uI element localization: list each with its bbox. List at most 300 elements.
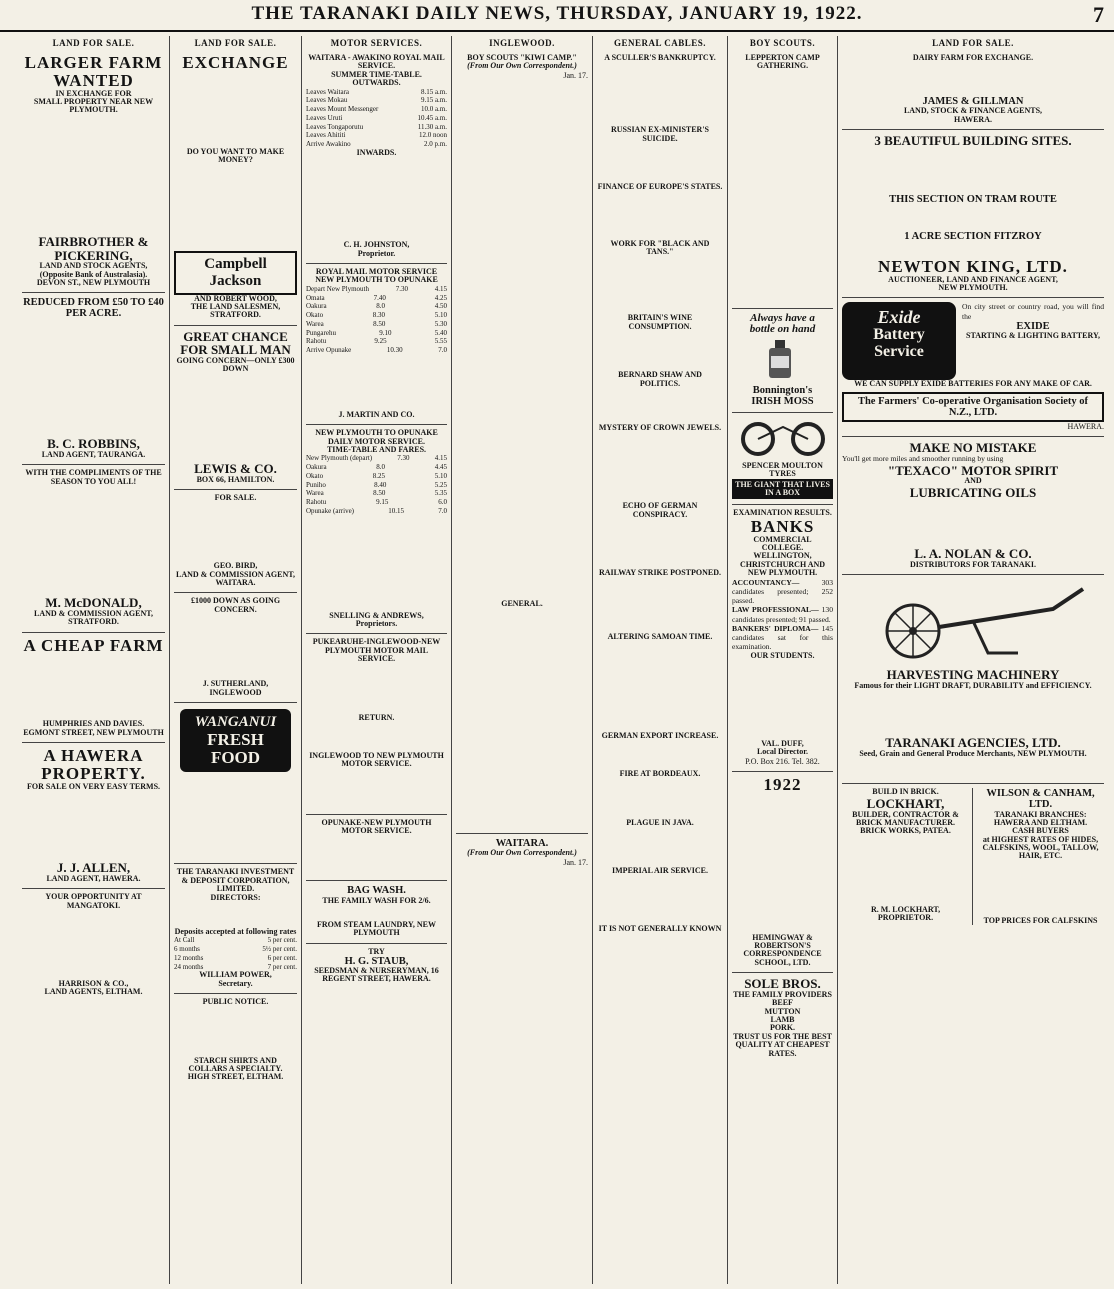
plym-heading: NEW PLYMOUTH TO OPUNAKE xyxy=(315,428,438,438)
timetable-time: 11.30 a.m. xyxy=(417,122,447,131)
timetable-time: 2.0 p.m. xyxy=(424,140,447,149)
timetable-stop: Okato xyxy=(306,471,324,480)
cable-heading: ALTERING SAMOAN TIME. xyxy=(607,632,713,642)
timetable-time: 7.0 xyxy=(438,346,447,355)
time-table: TIME-TABLE AND FARES. xyxy=(326,444,427,454)
directors-label: DIRECTORS: xyxy=(210,892,261,902)
top-prices: TOP PRICES FOR CALFSKINS xyxy=(983,915,1098,925)
timetable-time: 4.45 xyxy=(434,463,447,472)
meat-item: MUTTON xyxy=(764,1006,801,1016)
timetable-text xyxy=(306,157,447,241)
ad-body-text xyxy=(842,499,1104,547)
pukearuhe-ad xyxy=(306,634,447,814)
waitara-heading: WAITARA - AWAKINO ROYAL MAIL SERVICE. xyxy=(308,53,445,71)
taranaki-agencies-name: TARANAKI AGENCIES, LTD. xyxy=(885,735,1061,751)
nolan-line: DISTRIBUTORS FOR TARANAKI. xyxy=(909,560,1037,570)
inglewood-news xyxy=(456,50,588,834)
harvesting-title: HARVESTING MACHINERY xyxy=(886,667,1060,683)
timetable-time: 5.40 xyxy=(434,328,447,337)
dairy-exchange-title: DAIRY FARM FOR EXCHANGE. xyxy=(912,53,1034,62)
cash-buyers: CASH BUYERS xyxy=(1012,826,1069,836)
section-label: LAND FOR SALE. xyxy=(932,38,1014,48)
column-2 xyxy=(170,36,302,1284)
timetable-time: 10.0 a.m. xyxy=(420,105,447,114)
ad-body-text xyxy=(22,910,165,980)
texaco-ad xyxy=(842,437,1104,576)
timetable-stop: Okato xyxy=(306,311,324,320)
wanganui-fresh-food-ad xyxy=(174,703,297,864)
outwards-label: OUTWARDS. xyxy=(352,78,401,88)
timetable-time: 8.40 xyxy=(374,480,387,489)
news-heading: LEPPERTON CAMP GATHERING. xyxy=(745,53,820,71)
hemingway-name: HEMINGWAY & ROBERTSON'S xyxy=(752,932,813,951)
ad-body-text xyxy=(962,340,1104,380)
cheap-farm-title: A CHEAP FARM xyxy=(23,635,164,655)
sites-title: 3 BEAUTIFUL BUILDING SITES. xyxy=(874,133,1072,149)
banks-addr: WELLINGTON, CHRISTCHURCH AND NEW PLYMOUTH. xyxy=(739,551,826,578)
general-cables xyxy=(597,50,723,1079)
trust-line: TRUST US FOR THE BEST QUALITY AT CHEAPEST RATES. xyxy=(733,1031,832,1058)
exam-heading: EXAMINATION RESULTS. xyxy=(733,508,832,518)
great-chance-ad xyxy=(174,326,297,490)
ad-body-text xyxy=(174,374,297,462)
royal-mail-sub: NEW PLYMOUTH TO OPUNAKE xyxy=(315,275,438,285)
hides-line: at HIGHEST RATES OF HIDES, CALFSKINS, WOOL, TALLOW, HAIR, ETC. xyxy=(982,834,1099,861)
larger-farm-title: LARGER FARM WANTED xyxy=(24,53,163,90)
article-text xyxy=(597,256,723,314)
timetable-row xyxy=(306,285,447,294)
exide-supply: WE CAN SUPPLY EXIDE BATTERIES FOR ANY MAKE OF CAR. xyxy=(854,379,1092,389)
cable-heading: FINANCE OF EUROPE'S STATES. xyxy=(597,182,723,192)
exchange-title: EXCHANGE xyxy=(182,53,289,72)
columns xyxy=(18,36,1108,1284)
nolan-name: L. A. NOLAN & CO. xyxy=(914,546,1032,562)
plymouth-opunake-ad xyxy=(306,425,447,634)
ad-body-text xyxy=(174,1007,297,1057)
staub-name: H. G. STAUB, xyxy=(344,956,409,968)
exide-name: EXIDE xyxy=(1016,320,1050,332)
steam-laundry: FROM STEAM LAUNDRY, NEW PLYMOUTH xyxy=(317,919,436,938)
timetable-time: 8.25 xyxy=(372,471,386,480)
exchange-ad xyxy=(174,50,297,326)
timetable-row xyxy=(306,105,447,114)
cable-heading: ECHO OF GERMAN CONSPIRACY. xyxy=(622,501,698,519)
news-heading: BOY SCOUTS "KIWI CAMP." xyxy=(467,53,577,62)
build-brick: BUILD IN BRICK. xyxy=(872,787,939,797)
high-street: HIGH STREET, ELTHAM. xyxy=(187,1072,284,1082)
ad-body-text xyxy=(842,758,1104,778)
investment-corporation-ad xyxy=(174,864,297,994)
sole-bros-ad xyxy=(732,973,833,1063)
ad-body-text xyxy=(842,836,969,906)
timetable-time: 10.45 a.m. xyxy=(417,113,447,122)
building-sites-ad xyxy=(842,130,1104,298)
column-7 xyxy=(838,36,1108,1284)
staub-ad xyxy=(306,944,447,1069)
timetable-time: 8.30 xyxy=(372,311,386,320)
ad-body-text xyxy=(842,205,1104,231)
newton-town: NEW PLYMOUTH. xyxy=(938,283,1008,293)
lepperton-news xyxy=(732,50,833,309)
timetable-stop: Leaves Tongaporutu xyxy=(306,122,364,131)
timetable-time: 9.10 xyxy=(379,328,392,337)
timetable-row xyxy=(306,507,447,516)
ad-body-text xyxy=(842,242,1104,258)
waitara-news xyxy=(456,834,588,1231)
timetable-time: 5.10 xyxy=(434,471,447,480)
summer-table: SUMMER TIME-TABLE. xyxy=(331,69,422,79)
going-concern: GOING CONCERN—ONLY £300 DOWN xyxy=(176,356,295,374)
sutherland-town: INGLEWOOD xyxy=(209,687,262,697)
ad-body-text xyxy=(174,774,297,858)
timetable-stop: Leaves Mount Messenger xyxy=(306,105,379,114)
lockhart-signature: R. M. LOCKHART, xyxy=(870,904,941,914)
article-text xyxy=(597,934,723,1074)
timetable-time: 5.35 xyxy=(434,489,447,498)
campbell-town: STRATFORD. xyxy=(210,310,261,320)
banks-sub: COMMERCIAL COLLEGE. xyxy=(753,534,812,553)
campbell-jackson-logo: Campbell Jackson xyxy=(174,251,297,295)
cable-heading: WORK FOR "BLACK AND TANS." xyxy=(610,238,710,256)
harvesting-ad xyxy=(842,575,1104,784)
cable-heading: A SCULLER'S BANKRUPTCY. xyxy=(604,53,716,62)
family-wash: THE FAMILY WASH FOR 2/6. xyxy=(322,895,431,905)
agent-name: J. J. ALLEN, xyxy=(56,860,131,876)
timetable-row xyxy=(306,489,447,498)
johnston-name: C. H. JOHNSTON, xyxy=(343,240,410,250)
plough-illustration xyxy=(853,579,1093,663)
hawera-property-title: A HAWERA PROPERTY. xyxy=(41,746,146,784)
timetable-time: 9.25 xyxy=(374,337,387,346)
rate-row: 12 months 6 per cent. xyxy=(174,953,297,962)
timetable-stop: Leaves Mokau xyxy=(306,96,348,105)
exide-city: On city street or country road, you will find the xyxy=(962,302,1104,321)
section-label: LAND FOR SALE. xyxy=(52,38,135,48)
article-text xyxy=(597,779,723,819)
timetable-row xyxy=(306,131,447,140)
dateline: Jan. 17. xyxy=(563,70,588,80)
royal-mail-ad xyxy=(306,264,447,425)
cable-heading: MYSTERY OF CROWN JEWELS. xyxy=(598,422,722,432)
ad-body-text xyxy=(22,319,165,437)
column-1 xyxy=(18,36,170,1284)
hawera-property-ad xyxy=(22,743,165,889)
larger-farm-sub: IN EXCHANGE FOR xyxy=(55,88,132,98)
rate-row: At Call 5 per cent. xyxy=(174,936,297,945)
ad-body-text xyxy=(306,905,447,921)
larger-farm-sub2: SMALL PROPERTY NEAR NEW PLYMOUTH. xyxy=(33,97,154,115)
timetable-stop: Leaves Uruti xyxy=(306,113,343,122)
timetable-stop: Pungarehu xyxy=(306,328,336,337)
dateline: Jan. 17. xyxy=(563,857,588,867)
meat-item: PORK. xyxy=(769,1023,796,1033)
article-text xyxy=(597,62,723,126)
ad-body-text xyxy=(22,791,165,861)
newton-king-name: NEWTON KING, LTD. xyxy=(878,256,1068,276)
article-text xyxy=(456,867,588,1227)
bottle-illustration xyxy=(753,336,813,380)
timetable-row xyxy=(306,302,447,311)
starch-line: STARCH SHIRTS AND COLLARS A SPECIALTY. xyxy=(188,1055,283,1073)
larger-farm-ad xyxy=(22,50,165,293)
exide-sub: STARTING & LIGHTING BATTERY, xyxy=(966,331,1100,340)
rates-table xyxy=(174,936,297,971)
ad-body-text xyxy=(174,165,297,251)
royal-mail-timetable xyxy=(306,285,447,355)
agent-name: M. McDONALD, xyxy=(45,595,142,611)
sole-bros-title: SOLE BROS. xyxy=(744,976,821,992)
agent-name: HUMPHRIES AND DAVIES. xyxy=(42,719,145,729)
campbell-line: THE LAND SALESMEN, xyxy=(190,302,281,312)
timetable-stop: Oakura xyxy=(306,302,327,311)
timetable-time: 9.15 a.m. xyxy=(420,96,447,105)
timetable-time: 5.30 xyxy=(434,319,447,328)
timetable-row xyxy=(306,454,447,463)
timetable-text xyxy=(306,355,447,411)
cable-heading: IT IS NOT GENERALLY KNOWN xyxy=(598,924,722,934)
timetable-time: 8.50 xyxy=(373,319,386,328)
article-text xyxy=(456,80,588,600)
timetable-stop: Leaves Waitara xyxy=(306,87,350,96)
cable-heading: IMPERIAL AIR SERVICE. xyxy=(612,866,708,876)
agent-address: (Opposite Bank of Australasia). xyxy=(39,269,148,279)
always-line-2: bottle on hand xyxy=(749,323,816,336)
lewis-name: LEWIS & CO. xyxy=(194,460,277,476)
timetable-time: 12.0 noon xyxy=(419,131,447,140)
news-heading: GENERAL. xyxy=(501,598,543,608)
plym-timetable xyxy=(306,454,447,515)
agent-line: LAND & COMMISSION AGENT, STRATFORD. xyxy=(34,608,153,627)
cheap-farm-ad xyxy=(22,633,165,744)
timetable-stop: Oakura xyxy=(306,463,327,472)
article-text xyxy=(597,432,723,502)
secretary-line: Secretary. xyxy=(218,978,253,988)
lockhart-line: BUILDER, CONTRACTOR & BRICK MANUFACTURER. xyxy=(852,809,959,827)
giant-caption: THE GIANT THAT LIVES IN A BOX xyxy=(732,479,833,500)
lewis-line: BOX 66, HAMILTON. xyxy=(196,474,275,484)
timetable-row xyxy=(306,498,447,507)
irish-moss-ad xyxy=(732,309,833,413)
investment-ltd: LIMITED. xyxy=(216,884,255,894)
hawera-property-sub: FOR SALE ON VERY EASY TERMS. xyxy=(26,781,161,791)
timetable-time: 5.55 xyxy=(434,337,447,346)
investment-title: THE TARANAKI INVESTMENT & DEPOSIT CORPORATION, xyxy=(176,867,295,885)
for-sale-title: FOR SALE. xyxy=(214,492,257,502)
going-concern-ad xyxy=(174,593,297,703)
lockhart-name: LOCKHART, xyxy=(866,795,945,811)
snelling-name: SNELLING & ANDREWS, xyxy=(329,610,424,620)
timetable-time: 10.15 xyxy=(388,506,404,515)
section-label: INGLEWOOD. xyxy=(489,38,555,48)
timetable-time: 4.50 xyxy=(434,302,447,311)
correspondent: (From Our Own Correspondent.) xyxy=(467,61,577,71)
agent-line: LAND AGENT, HAWERA. xyxy=(46,873,141,883)
compliments-ad xyxy=(22,465,165,632)
agent-line: LAND AGENTS, ELTHAM. xyxy=(44,987,143,997)
banks-college-ad xyxy=(732,505,833,771)
opunake-motor-ad xyxy=(306,815,447,882)
cable-heading: GERMAN EXPORT INCREASE. xyxy=(601,730,719,740)
wilson-name: WILSON & CANHAM, LTD. xyxy=(986,788,1095,811)
column-4 xyxy=(452,36,593,1284)
reduced-farm-ad xyxy=(22,293,165,465)
timetable-row xyxy=(306,481,447,490)
banks-director-line: Local Director. xyxy=(756,747,809,757)
ad-body-text xyxy=(22,654,165,720)
spencer-name: SPENCER MOULTON xyxy=(742,460,823,470)
article-text xyxy=(597,827,723,867)
section-label: LAND FOR SALE. xyxy=(194,38,277,48)
mangatoki-title: YOUR OPPORTUNITY AT MANGATOKI. xyxy=(45,892,142,910)
ad-body-text xyxy=(174,614,297,680)
bottom-ads xyxy=(842,784,1104,930)
texaco-and: AND xyxy=(964,476,982,486)
masthead-title: THE TARANAKI DAILY NEWS, THURSDAY, JANUARY 19, 1922. xyxy=(251,3,863,24)
timetable-time: 4.25 xyxy=(434,293,447,302)
timetable-row xyxy=(306,320,447,329)
agent-name: HARRISON & CO., xyxy=(58,979,129,989)
farmers-name: The Farmers' Co-operative Organisation Society of N.Z., LTD. xyxy=(842,392,1104,422)
timetable-stop: Leaves Ahititi xyxy=(306,131,346,140)
ad-body-text xyxy=(174,72,297,148)
banks-results: ACCOUNTANCY— 303 candidates presented; 252 passed. LAW PROFESSIONAL— 130 candidates presented; 91 passed. BANKERS' DIPLOMA— 145 candidates sat for this examination. xyxy=(732,577,833,652)
cable-heading: RAILWAY STRIKE POSTPONED. xyxy=(598,568,722,578)
timetable-row xyxy=(306,114,447,123)
james-line: LAND, STOCK & FINANCE AGENTS, xyxy=(903,106,1043,116)
timetable-time: 5.10 xyxy=(434,311,447,320)
agent-line: LAND AGENT, TAURANGA. xyxy=(41,449,146,459)
rate-row: 24 months 7 per cent. xyxy=(174,962,297,971)
timetable-row xyxy=(306,329,447,338)
timetable-stop: Arrive Awakino xyxy=(306,140,351,149)
correspondent: (From Our Own Correspondent.) xyxy=(467,848,577,858)
ad-body-text xyxy=(174,502,297,562)
article-text xyxy=(597,519,723,569)
great-chance-title: GREAT CHANCE FOR SMALL MAN xyxy=(180,328,291,358)
family-providers: THE FAMILY PROVIDERS xyxy=(733,989,832,999)
timetable-time: 6.0 xyxy=(438,498,447,507)
inglewood-return: INGLEWOOD TO NEW PLYMOUTH MOTOR SERVICE. xyxy=(309,750,444,769)
timetable-stop: Arrive Opunake xyxy=(306,346,352,355)
pukearuhe-heading: PUKEARUHE-INGLEWOOD-NEW PLYMOUTH MOTOR MAIL SERVICE. xyxy=(312,637,441,664)
texaco-line: You'll get more miles and smoother running by using xyxy=(842,454,1004,464)
column-3 xyxy=(302,36,452,1284)
article-text xyxy=(597,331,723,371)
column-6 xyxy=(728,36,838,1284)
timetable-stop: Omata xyxy=(306,293,325,302)
timetable-row xyxy=(306,123,447,132)
rates-heading: Deposits accepted at following rates xyxy=(174,927,297,937)
timetable-stop: Depart New Plymouth xyxy=(306,284,369,293)
ad-body-text xyxy=(22,115,165,235)
timetable-time: 7.0 xyxy=(438,506,447,515)
article-text xyxy=(597,875,723,925)
seedsman-line: SEEDSMAN & NURSERYMAN, 16 REGENT STREET, HAWERA. xyxy=(314,966,439,984)
agent-line: LAND AND STOCK AGENTS, xyxy=(39,261,148,271)
harvesting-sub: Famous for their LIGHT DRAFT, DURABILITY and EFFICIENCY. xyxy=(854,681,1092,691)
hemingway-sub: CORRESPONDENCE SCHOOL, LTD. xyxy=(743,949,822,967)
timetable-stop: Warea xyxy=(306,489,324,498)
royal-mail-heading: ROYAL MAIL MOTOR SERVICE xyxy=(315,266,438,276)
compliments-title: WITH THE COMPLIMENTS OF THE SEASON TO YOU ALL! xyxy=(25,468,162,486)
james-town: HAWERA. xyxy=(953,114,992,124)
money-question: DO YOU WANT TO MAKE MONEY? xyxy=(186,146,285,165)
column-5 xyxy=(593,36,728,1284)
ad-body-text xyxy=(732,660,833,740)
timetable-time: 8.15 a.m. xyxy=(420,87,447,96)
snelling-line: Proprietors. xyxy=(355,618,398,628)
lockhart-ad xyxy=(842,788,973,925)
timetable-stop: New Plymouth (depart) xyxy=(306,454,373,463)
meat-item: BEEF xyxy=(772,998,793,1008)
timetable-stop: Puniho xyxy=(306,480,326,489)
timetable-time: 7.30 xyxy=(397,454,410,463)
timetable-time: 7.40 xyxy=(373,293,386,302)
cable-heading: RUSSIAN EX-MINISTER'S SUICIDE. xyxy=(610,125,710,143)
farmers-town: HAWERA. xyxy=(1067,421,1104,431)
agent-address: DEVON ST., NEW PLYMOUTH xyxy=(36,277,151,287)
section-label: BOY SCOUTS. xyxy=(749,38,816,48)
opunake-heading: OPUNAKE-NEW PLYMOUTH MOTOR SERVICE. xyxy=(321,817,432,836)
brick-works: BRICK WORKS, PATEA. xyxy=(860,826,951,836)
return-label: RETURN. xyxy=(358,712,395,722)
timetable-stop: Opunake (arrive) xyxy=(306,506,355,515)
agent-name: FAIRBROTHER & PICKERING, xyxy=(38,233,149,263)
banks-title: BANKS xyxy=(750,516,815,536)
timetable-row xyxy=(306,96,447,105)
james-name: JAMES & GILLMAN xyxy=(922,96,1024,108)
secretary-name: WILLIAM POWER, xyxy=(199,970,272,980)
spencer-sub: TYRES xyxy=(769,469,796,479)
timetable-stop: Rahotu xyxy=(306,337,327,346)
johnston-line: Proprietor. xyxy=(357,248,396,258)
timetable-time: 4.15 xyxy=(434,454,447,463)
timetable-row xyxy=(306,88,447,97)
lubricating-title: LUBRICATING OILS xyxy=(909,484,1037,500)
sutherland-name: J. SUTHERLAND, xyxy=(202,679,269,689)
article-text xyxy=(597,642,723,732)
martin-name: J. MARTIN AND CO. xyxy=(338,409,415,419)
timetable-text xyxy=(306,769,447,809)
article-text xyxy=(597,740,723,770)
article-text xyxy=(597,143,723,183)
tyre-illustration xyxy=(738,417,828,457)
article-text xyxy=(456,608,588,828)
timetable-stop: Warea xyxy=(306,319,324,328)
timetable-time: 7.30 xyxy=(395,284,408,293)
ad-body-text xyxy=(842,62,1104,96)
timetable-time: 8.0 xyxy=(376,302,386,311)
students-heading: OUR STUDENTS. xyxy=(750,650,815,660)
timetable-time: 9.15 xyxy=(376,498,389,507)
texaco-title: "TEXACO" MOTOR SPIRIT xyxy=(887,462,1059,478)
section-label: GENERAL CABLES. xyxy=(613,38,707,48)
tram-title: THIS SECTION ON TRAM ROUTE xyxy=(889,193,1057,205)
article-text xyxy=(597,192,723,240)
cable-heading: PLAGUE IN JAVA. xyxy=(626,817,694,827)
public-notice-title: PUBLIC NOTICE. xyxy=(202,997,269,1007)
page-number: 7 xyxy=(1093,2,1104,27)
fitzroy-title: 1 ACRE SECTION FITZROY xyxy=(904,230,1042,242)
timetable-row xyxy=(306,311,447,320)
article-text xyxy=(597,577,723,633)
meat-item: LAMB xyxy=(770,1015,795,1025)
daily-motor: DAILY MOTOR SERVICE. xyxy=(328,436,425,446)
campbell-sub: AND ROBERT WOOD, xyxy=(194,293,277,303)
timetable-stop: Rahotu xyxy=(306,498,327,507)
bird-name: GEO. BIRD, xyxy=(213,561,258,571)
bird-line: LAND & COMMISSION AGENT, WAITARA. xyxy=(176,569,295,588)
